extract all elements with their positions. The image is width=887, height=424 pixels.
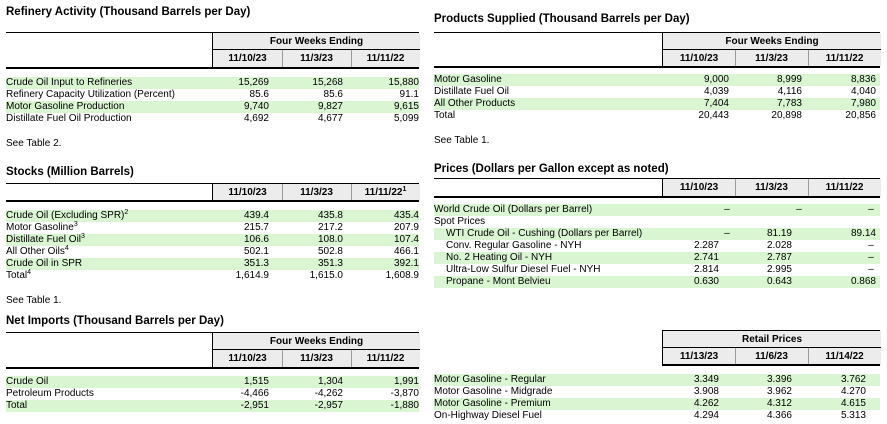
table-row: Ultra-Low Sulfur Diesel Fuel - NYH 2.814 2.995 – — [446, 264, 874, 275]
products-title: Products Supplied (Thousand Barrels per Day) — [434, 13, 690, 25]
products-header: Four Weeks Ending 11/10/23 11/3/23 11/11/22 — [662, 33, 881, 67]
refinery-col-1: 11/10/23 — [228, 53, 267, 64]
refinery-header — [212, 33, 420, 68]
table-row: Motor Gasoline Production 9,740 9,827 9,615 — [6, 101, 419, 112]
table-row: Motor Gasoline - Regular 3.349 3.396 3.762 — [434, 374, 880, 386]
table-row: Conv. Regular Gasoline - NYH 2.287 2.028 – — [446, 240, 874, 251]
table-row: Petroleum Products -4,466 -4,262 -3,870 — [6, 388, 419, 399]
retail-group-header: Retail Prices — [741, 334, 803, 345]
refinery-col-3: 11/11/22 — [366, 53, 405, 64]
stocks-table — [6, 158, 419, 308]
table-row: WTI Crude Oil - Cushing (Dollars per Barrel) – 81.19 89.14 — [434, 228, 880, 240]
table-row: Refinery Capacity Utilization (Percent) 85.6 85.6 91.1 — [6, 89, 419, 100]
table-row: Distillate Fuel Oil Production 4,692 4,677 5,099 — [6, 113, 419, 124]
products-supplied-table — [434, 0, 880, 155]
refinery-group-header: Four Weeks Ending — [269, 36, 364, 47]
table-row: All Other Oils$^4$ 502.1 502.8 466.1 — [6, 245, 419, 257]
imports-header: Four Weeks Ending 11/10/23 11/3/23 11/11/22 — [212, 333, 420, 368]
table-row: Distillate Fuel Oil 4,039 4,116 4,040 — [434, 86, 876, 97]
refinery-title: Refinery Activity (Thousand Barrels per Day) — [6, 6, 251, 18]
table-row: Propane - Mont Belvieu 0.630 0.643 0.868 — [434, 276, 880, 288]
table-row: Total -2,951 -2,957 -1,880 — [6, 400, 419, 411]
table-row: Total 20,443 20,898 20,856 — [434, 110, 876, 121]
table-row: Total$^4$ 1,614.9 1,615.0 1,608.9 — [6, 269, 419, 281]
table-row: All Other Products 7,404 7,783 7,980 — [434, 98, 880, 110]
net-imports-table — [6, 309, 419, 424]
table-row: Motor Gasoline - Premium 4.262 4.312 4.615 — [434, 398, 880, 410]
table-row: Distillate Fuel Oil$^3$ 106.6 108.0 107.4 — [6, 233, 419, 245]
table-row: Crude Oil in SPR 351.3 351.3 392.1 — [6, 258, 419, 269]
stocks-title: Stocks (Million Barrels) — [6, 166, 134, 178]
refinery-note: See Table 2. — [6, 138, 62, 149]
table-row: World Crude Oil (Dollars per Barrel) – – – — [434, 204, 880, 216]
prices-table — [434, 158, 880, 298]
table-row: Spot Prices — [434, 216, 486, 227]
retail-prices-table — [434, 325, 880, 424]
products-note: See Table 1. — [434, 135, 490, 146]
refinery-col-2: 11/3/23 — [300, 53, 333, 64]
stocks-col-3: $11/11/22^1$ — [364, 186, 407, 198]
table-row: On-Highway Diesel Fuel 4.294 4.366 5.313 — [434, 410, 866, 421]
table-row: Crude Oil Input to Refineries 15,269 15,268 15,880 — [6, 77, 419, 88]
table-row: Motor Gasoline - Midgrade 3.908 3.962 4.270 — [434, 386, 866, 397]
table-row: Crude Oil 1,515 1,304 1,991 — [6, 376, 419, 387]
stocks-header: 11/10/23 11/3/23 $11/11/22^1$ — [212, 184, 420, 201]
refinery-activity-table — [6, 0, 419, 155]
stocks-note: See Table 1. — [6, 295, 62, 306]
table-row: Motor Gasoline 9,000 8,999 8,836 — [434, 74, 880, 86]
table-row: Motor Gasoline$^3$ 215.7 217.2 207.9 — [6, 221, 419, 233]
retail-header: Retail Prices 11/13/23 11/6/23 11/14/22 — [662, 331, 881, 365]
table-row: Crude Oil (Excluding SPR)$^2$ 439.4 435.8 435.4 — [6, 209, 419, 221]
prices-header: 11/10/23 11/3/23 11/11/22 — [662, 179, 881, 197]
table-row: No. 2 Heating Oil - NYH 2.741 2.787 – — [434, 252, 880, 264]
prices-title: Prices (Dollars per Gallon except as noted) — [434, 163, 669, 175]
imports-title: Net Imports (Thousand Barrels per Day) — [6, 315, 224, 327]
